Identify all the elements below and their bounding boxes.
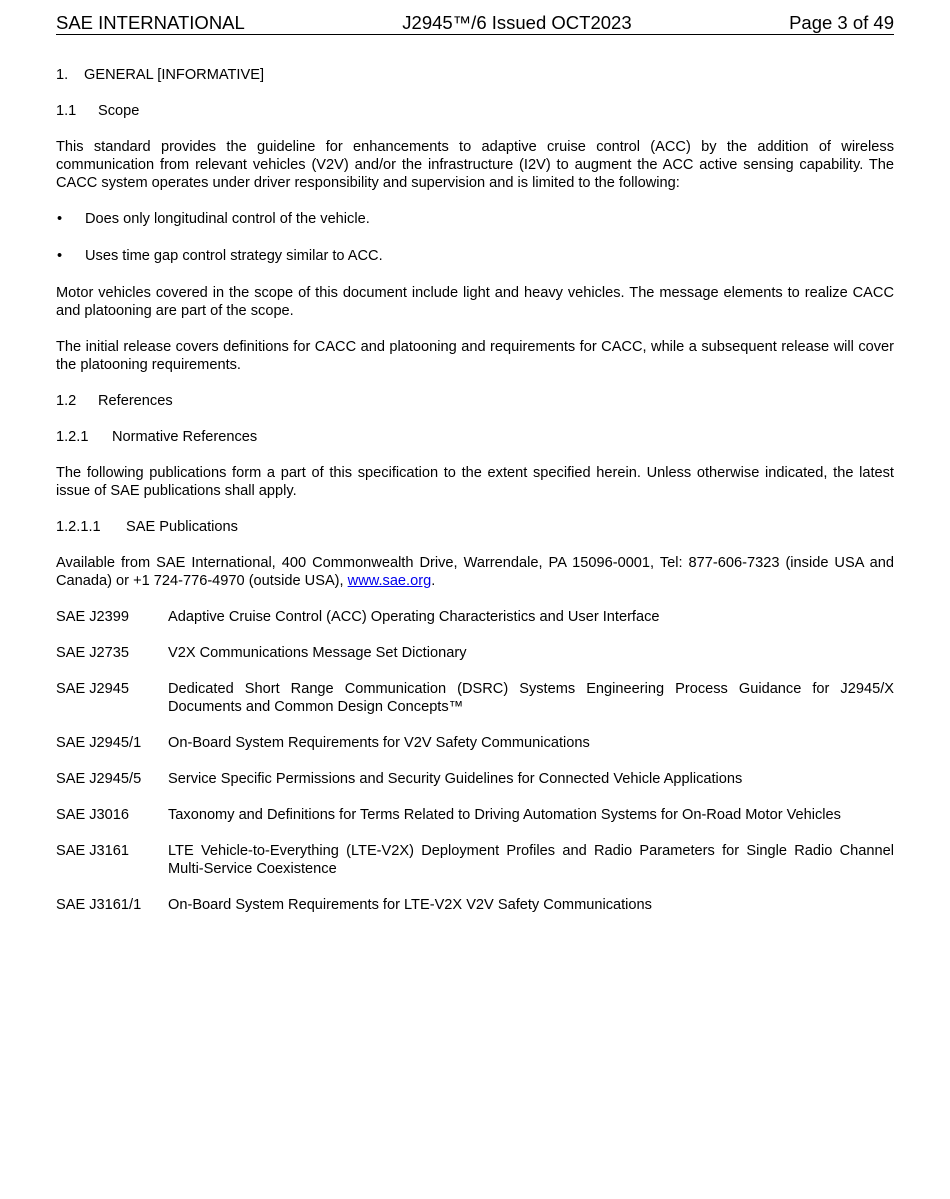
reference-row	[56, 770, 894, 788]
bullet-item	[56, 247, 894, 265]
bullet-item	[56, 210, 894, 228]
section-number: 1.2.1.1	[56, 519, 101, 535]
reference-title: On-Board System Requirements for LTE-V2X V2V Safety Communications	[168, 897, 652, 913]
header-page-number: Page 3 of 49	[789, 12, 894, 33]
section-title: Normative References	[112, 429, 258, 445]
reference-code: SAE J2945/1	[56, 735, 142, 751]
reference-title: Adaptive Cruise Control (ACC) Operating Characteristics and User Interface	[168, 609, 660, 625]
bullet-icon: •	[57, 248, 63, 264]
reference-code: SAE J3161/1	[56, 897, 142, 913]
reference-title: LTE Vehicle-to-Everything (LTE-V2X) Deployment Profiles and Radio Parameters for Single Radio Channel Multi-Service Coexistence	[168, 843, 894, 877]
scope-paragraph-vehicles: Motor vehicles covered in the scope of this document include light and heavy vehicles. The message elements to realize CACC and platooning are part of the scope.	[56, 285, 894, 319]
section-title: GENERAL [INFORMATIVE]	[84, 67, 265, 83]
section-heading-general	[56, 66, 894, 84]
scope-paragraph-release: The initial release covers definitions for CACC and platooning and requirements for CACC, while a subsequent release will cover the platooning requirements.	[56, 339, 894, 373]
reference-row	[56, 806, 894, 824]
reference-code: SAE J2735	[56, 645, 130, 661]
page-header	[56, 12, 894, 35]
section-heading-sae-publications	[56, 518, 894, 536]
sae-availability-paragraph	[56, 554, 894, 590]
reference-title: Service Specific Permissions and Security Guidelines for Connected Vehicle Applications	[168, 771, 743, 787]
section-number: 1.	[56, 67, 69, 83]
reference-code: SAE J2945/5	[56, 771, 142, 787]
section-heading-references	[56, 392, 894, 410]
bullet-text: Uses time gap control strategy similar to ACC.	[85, 248, 383, 264]
section-title: References	[98, 393, 173, 409]
reference-code: SAE J2399	[56, 609, 130, 625]
reference-title: Dedicated Short Range Communication (DSRC) Systems Engineering Process Guidance for J2945/X Documents and Common Design Concepts™	[168, 681, 894, 715]
reference-title: Taxonomy and Definitions for Terms Related to Driving Automation Systems for On-Road Motor Vehicles	[168, 807, 841, 823]
section-number: 1.2.1	[56, 429, 89, 445]
section-number: 1.2	[56, 393, 77, 409]
bullet-icon: •	[57, 211, 63, 227]
page-content	[56, 66, 894, 914]
reference-code: SAE J3161	[56, 843, 130, 859]
scope-paragraph-intro: This standard provides the guideline for enhancements to adaptive cruise control (ACC) by the addition of wireless communication from relevant vehicles (V2V) and/or the infrastructure (I2V) to augment the ACC active sensing capability. The CACC system operates under driver responsibility and supervision and is limited to the following:	[56, 139, 894, 191]
reference-row	[56, 734, 894, 752]
reference-code: SAE J3016	[56, 807, 130, 823]
section-number: 1.1	[56, 103, 77, 119]
reference-row	[56, 680, 894, 716]
header-organization: SAE INTERNATIONAL	[56, 12, 245, 33]
section-title: Scope	[98, 103, 140, 119]
reference-code: SAE J2945	[56, 681, 130, 697]
sae-website-link[interactable]: www.sae.org	[347, 573, 432, 589]
section-title: SAE Publications	[126, 519, 238, 535]
reference-row	[56, 896, 894, 914]
section-heading-normative-references	[56, 428, 894, 446]
normative-references-paragraph: The following publications form a part of this specification to the extent specified herein. Unless otherwise indicated, the latest issue of SAE publications shall apply.	[56, 465, 894, 499]
availability-text-end: .	[431, 573, 436, 589]
section-heading-scope	[56, 102, 894, 120]
document-page	[56, 12, 894, 932]
reference-title: V2X Communications Message Set Dictionary	[168, 645, 467, 661]
reference-row	[56, 608, 894, 626]
bullet-text: Does only longitudinal control of the vehicle.	[85, 211, 370, 227]
reference-row	[56, 842, 894, 878]
header-document-id: J2945™/6 Issued OCT2023	[402, 12, 632, 33]
reference-title: On-Board System Requirements for V2V Safety Communications	[168, 735, 590, 751]
availability-text: Available from SAE International, 400 Commonwealth Drive, Warrendale, PA 15096-0001, Tel: 877-606-7323 (inside USA and Canada) or +1 724-776-4970 (outside USA),	[56, 555, 894, 589]
reference-row	[56, 644, 894, 662]
